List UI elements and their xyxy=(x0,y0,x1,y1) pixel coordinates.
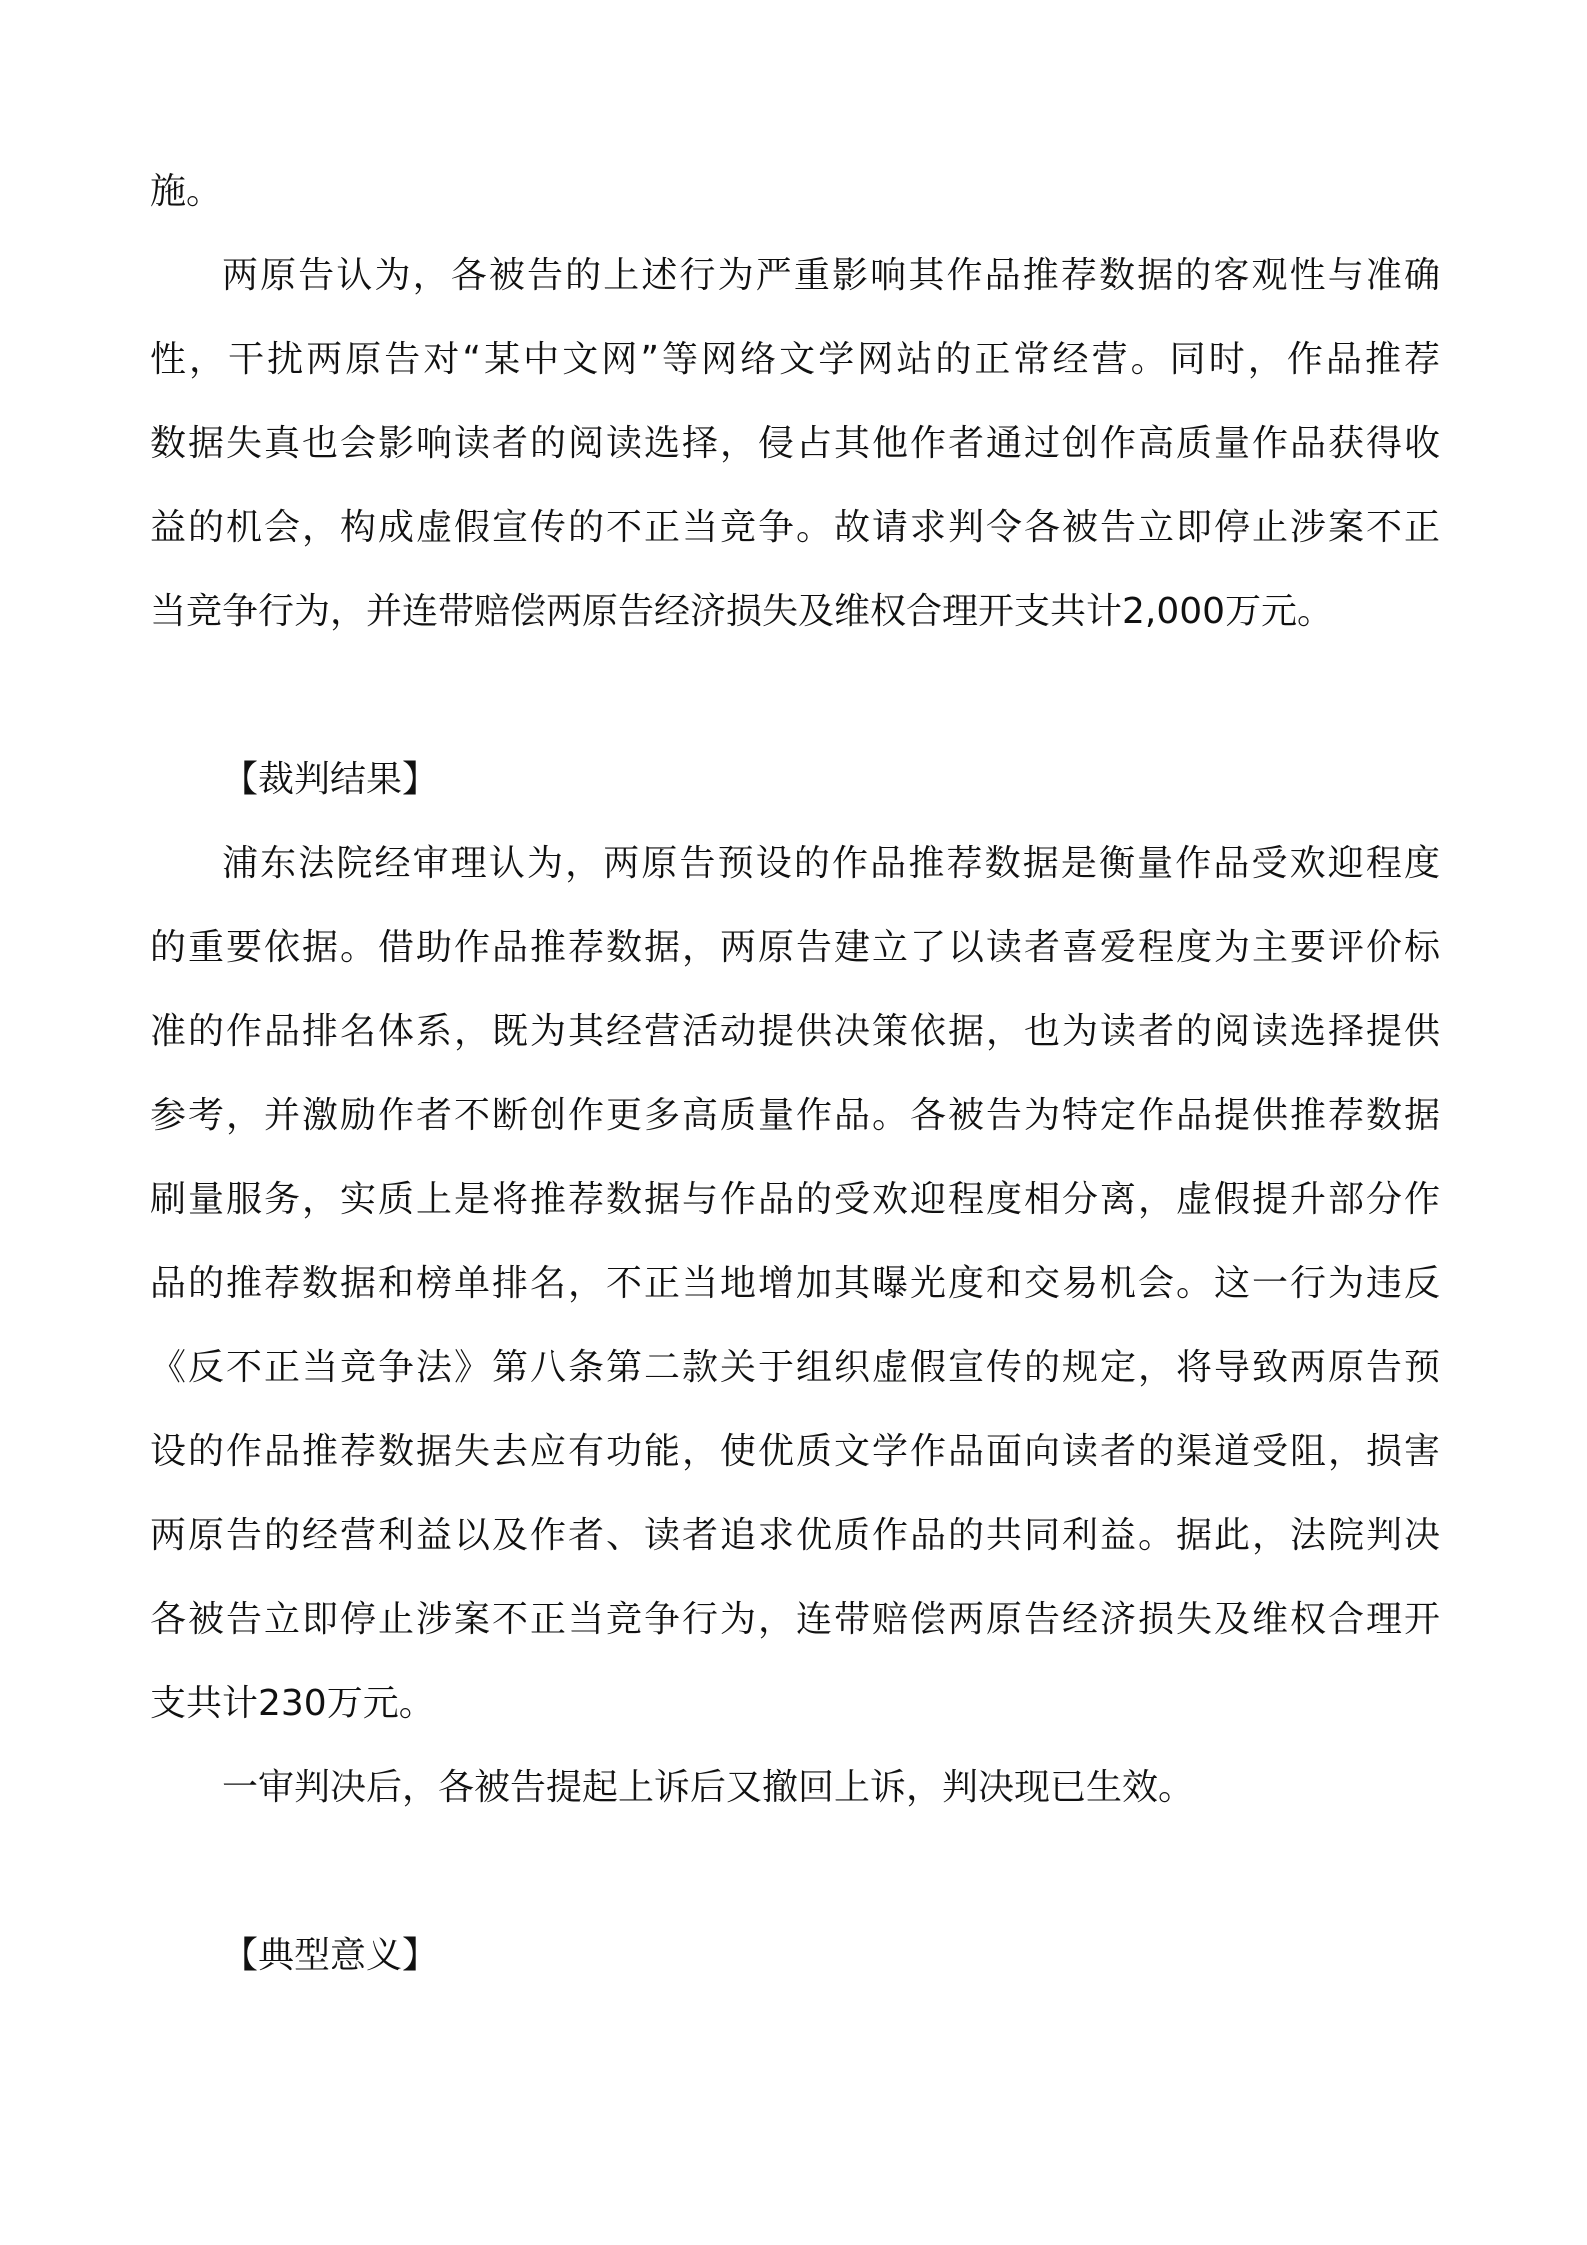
paragraph-line: 品的推荐数据和榜单排名，不正当地增加其曝光度和交易机会。这一行为违反 xyxy=(150,1263,1440,1304)
paragraph-line: 两原告认为，各被告的上述行为严重影响其作品推荐数据的客观性与准确 xyxy=(222,255,1440,296)
paragraph-line: 的重要依据。借助作品推荐数据，两原告建立了以读者喜爱程度为主要评价标 xyxy=(150,927,1440,968)
paragraph-continuation: 施。 xyxy=(150,171,223,212)
paragraph-line: 数据失真也会影响读者的阅读选择，侵占其他作者通过创作高质量作品获得收 xyxy=(150,423,1440,464)
plaintiff-claims-paragraph xyxy=(150,234,1440,654)
paragraph-line: 性，干扰两原告对“某中文网”等网络文学网站的正常经营。同时，作品推荐 xyxy=(150,339,1440,380)
document-page xyxy=(150,150,1440,1998)
paragraph-line: 两原告的经营利益以及作者、读者追求优质作品的共同利益。据此，法院判决 xyxy=(150,1515,1440,1556)
paragraph-line: 当竞争行为，并连带赔偿两原告经济损失及维权合理开支共计2,000万元。 xyxy=(150,591,1334,632)
blank-line xyxy=(150,1830,1440,1914)
section-heading-judgment: 【裁判结果】 xyxy=(222,759,439,800)
paragraph-line: 刷量服务，实质上是将推荐数据与作品的受欢迎程度相分离，虚假提升部分作 xyxy=(150,1179,1440,1220)
paragraph-line: 《反不正当竞争法》第八条第二款关于组织虚假宣传的规定，将导致两原告预 xyxy=(150,1347,1440,1388)
paragraph-line: 参考，并激励作者不断创作更多高质量作品。各被告为特定作品提供推荐数据 xyxy=(150,1095,1440,1136)
paragraph-line: 支共计230万元。 xyxy=(150,1683,435,1724)
blank-line xyxy=(150,654,1440,738)
paragraph-line: 益的机会，构成虚假宣传的不正当竞争。故请求判令各被告立即停止涉案不正 xyxy=(150,507,1440,548)
paragraph-line: 准的作品排名体系，既为其经营活动提供决策依据，也为读者的阅读选择提供 xyxy=(150,1011,1440,1052)
section-heading-significance: 【典型意义】 xyxy=(222,1935,439,1976)
paragraph-line: 浦东法院经审理认为，两原告预设的作品推荐数据是衡量作品受欢迎程度 xyxy=(222,843,1440,884)
paragraph-line: 各被告立即停止涉案不正当竞争行为，连带赔偿两原告经济损失及维权合理开 xyxy=(150,1599,1440,1640)
court-reasoning-paragraph xyxy=(150,822,1440,1746)
appeal-status-paragraph: 一审判决后，各被告提起上诉后又撤回上诉，判决现已生效。 xyxy=(222,1767,1195,1808)
paragraph-line: 设的作品推荐数据失去应有功能，使优质文学作品面向读者的渠道受阻，损害 xyxy=(150,1431,1440,1472)
